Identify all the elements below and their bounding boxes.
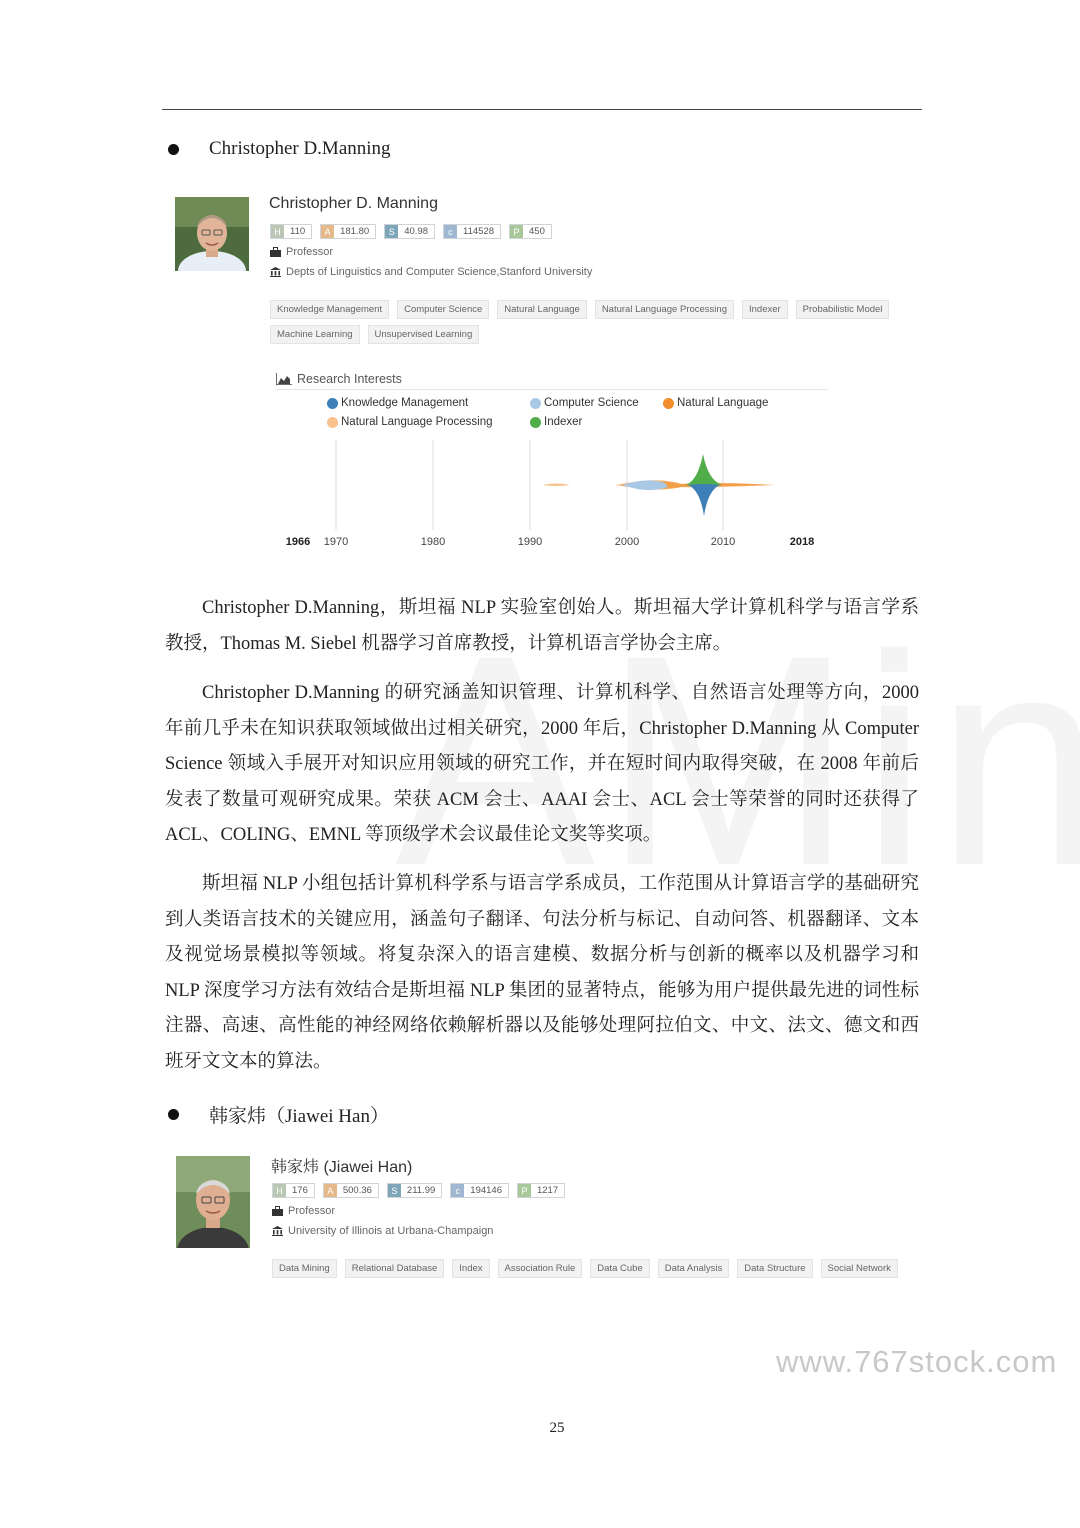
metric-citations (450, 1183, 509, 1198)
metric-key: P (518, 1184, 531, 1197)
legend-swatch (530, 398, 541, 409)
bullet-icon (168, 1109, 179, 1120)
metric-value: 500.36 (342, 1185, 372, 1196)
site-watermark: www.767stock.com (776, 1344, 1058, 1379)
legend-label: Knowledge Management (341, 397, 469, 409)
institution-icon (272, 1226, 283, 1236)
interest-tag[interactable]: Indexer (742, 300, 788, 319)
legend-computer-science[interactable] (530, 397, 639, 409)
legend-swatch (327, 417, 338, 428)
stream-computer-science (622, 480, 668, 490)
paragraph-text: 斯坦福 NLP 小组包括计算机科学系与语言学系成员，工作范围从计算语言学的基础研究到人类语言技术的关键应用，涵盖句子翻译、句法分析与标记、自动问答、机器翻译、文本及视觉场景模拟等领域。将复杂深入的语言建模、数据分析与创新的概率以及机器学习和 NLP 深度学习方法有效结合是斯坦福 NLP 集团的显著特点，能够为用户提供最先进的词性标注器、高速、高性能的神经网络依赖解析器以及能够处理阿拉伯文、中文、法文、德文和西班牙文文本的算法。 (165, 874, 919, 1072)
avatar[interactable] (176, 1156, 250, 1248)
axis-tick-label: 1990 (517, 536, 543, 548)
metric-key: H (273, 1184, 286, 1197)
axis-tick-label: 1970 (323, 536, 349, 548)
bullet-label: Christopher D.Manning (209, 138, 391, 159)
bullet-manning (168, 138, 391, 160)
profile-name[interactable]: 韩家炜 (Jiawei Han) (271, 1159, 413, 1176)
legend-nlp[interactable] (327, 416, 493, 428)
research-interests-title (276, 372, 402, 386)
paragraph-research (165, 676, 919, 854)
axis-tick-label: 2000 (614, 536, 640, 548)
research-interests-chart (270, 430, 830, 555)
affiliation-line (270, 266, 592, 278)
metric-sociability (387, 1183, 442, 1198)
legend-label: Computer Science (544, 397, 639, 409)
x-axis (286, 536, 814, 548)
affiliation-text[interactable]: University of Illinois at Urbana-Champaign (288, 1225, 494, 1237)
interest-tag[interactable]: Natural Language Processing (595, 300, 734, 319)
profile-name[interactable]: Christopher D. Manning (269, 195, 438, 212)
axis-end-label: 2018 (789, 536, 815, 548)
interest-tag[interactable]: Unsupervised Learning (368, 325, 480, 344)
legend-knowledge-management[interactable] (327, 397, 468, 409)
interest-tag[interactable]: Probabilistic Model (796, 300, 890, 319)
metric-key: P (510, 225, 523, 238)
bullet-han (168, 1101, 389, 1128)
metric-value: 1217 (536, 1185, 559, 1196)
metric-papers (509, 224, 552, 239)
legend-swatch (663, 398, 674, 409)
interest-tag[interactable]: Data Structure (737, 1259, 812, 1278)
metric-value: 110 (290, 226, 306, 237)
interest-tag[interactable]: Machine Learning (270, 325, 360, 344)
interest-tag[interactable]: Data Cube (590, 1259, 649, 1278)
metric-key: H (271, 225, 284, 238)
interest-tag[interactable]: Data Mining (272, 1259, 337, 1278)
legend-label: Natural Language (677, 397, 769, 409)
paragraph-text: Christopher D.Manning，斯坦福 NLP 实验室创始人。斯坦福大学计算机科学与语言学系教授，Thomas M. Siebel 机器学习首席教授，计算机语言学协会主席。 (165, 598, 919, 654)
chart-divider (276, 389, 828, 390)
interest-tag[interactable]: Relational Database (345, 1259, 445, 1278)
axis-start-label: 1966 (285, 536, 311, 548)
axis-tick-label: 1980 (420, 536, 446, 548)
metric-activity (320, 224, 376, 239)
paragraph-nlp-group (165, 867, 919, 1080)
metric-h-index (272, 1183, 315, 1198)
metric-key: c (444, 225, 457, 238)
metric-citations (443, 224, 501, 239)
interest-tag[interactable]: Social Network (821, 1259, 898, 1278)
position-line (270, 246, 333, 258)
legend-natural-language[interactable] (663, 397, 768, 409)
institution-icon (270, 267, 281, 277)
affiliation-line (272, 1225, 493, 1237)
metric-papers (517, 1183, 565, 1198)
metric-value: 194146 (470, 1185, 502, 1196)
area-chart-icon (276, 373, 292, 385)
interest-tag[interactable]: Computer Science (397, 300, 489, 319)
interest-tag[interactable]: Knowledge Management (270, 300, 389, 319)
interest-tag[interactable]: Index (452, 1259, 489, 1278)
streamgraph[interactable] (542, 454, 775, 516)
metric-value: 176 (292, 1185, 308, 1196)
tag-list (270, 300, 910, 344)
briefcase-icon (272, 1206, 283, 1216)
metric-key: A (321, 225, 334, 238)
position-line (272, 1205, 335, 1217)
legend-swatch (327, 398, 338, 409)
metric-key: S (388, 1184, 401, 1197)
legend-swatch (530, 417, 541, 428)
page-number: 25 (549, 1420, 565, 1436)
bullet-label: 韩家炜（Jiawei Han） (209, 1106, 389, 1127)
metric-value: 450 (529, 226, 545, 237)
metric-value: 211.99 (406, 1185, 436, 1196)
research-interests-label: Research Interests (297, 372, 402, 386)
briefcase-icon (270, 247, 281, 257)
bullet-icon (168, 144, 179, 155)
tag-list (272, 1259, 932, 1278)
metric-key: S (385, 225, 398, 238)
legend-label: Natural Language Processing (341, 416, 493, 428)
legend-label: Indexer (544, 416, 583, 428)
position-text: Professor (286, 246, 334, 258)
metric-sociability (384, 224, 435, 239)
legend-indexer[interactable] (530, 416, 582, 428)
metric-activity (323, 1183, 379, 1198)
interest-tag[interactable]: Natural Language (497, 300, 587, 319)
metrics-row (272, 1183, 565, 1198)
metric-key: c (451, 1184, 464, 1197)
paragraph-intro (165, 591, 919, 662)
axis-tick-label: 2010 (710, 536, 736, 548)
affiliation-text[interactable]: Depts of Linguistics and Computer Science,Stanford University (286, 266, 593, 278)
avatar[interactable] (175, 197, 249, 271)
metric-value: 40.98 (404, 226, 428, 237)
metric-key: A (324, 1184, 337, 1197)
stream-natural-language-processing (542, 484, 570, 487)
position-text: Professor (288, 1205, 336, 1217)
metric-value: 114528 (463, 226, 494, 237)
metric-h-index (270, 224, 312, 239)
interest-tag[interactable]: Association Rule (498, 1259, 583, 1278)
metrics-row (270, 224, 552, 239)
paragraph-text: Christopher D.Manning 的研究涵盖知识管理、计算机科学、自然语言处理等方向，2000 年前几乎未在知识获取领域做出过相关研究，2000 年后，Christopher D.Manning 从 Computer Science 领域入手展开对知识应用领域的研究工作，并在短时间内取得突破，在 2008 年前后发表了数量可观研究成果。荣获 ACM 会士、AAAI 会士、ACL 会士等荣誉的同时还获得了 ACL、COLING、EMNL 等顶级学术会议最佳论文奖等奖项。 (165, 683, 919, 845)
stream-indexer (686, 454, 722, 487)
stream-knowledge-management (688, 484, 720, 516)
metric-value: 181.80 (340, 226, 370, 237)
interest-tag[interactable]: Data Analysis (658, 1259, 730, 1278)
header-rule (162, 109, 922, 110)
